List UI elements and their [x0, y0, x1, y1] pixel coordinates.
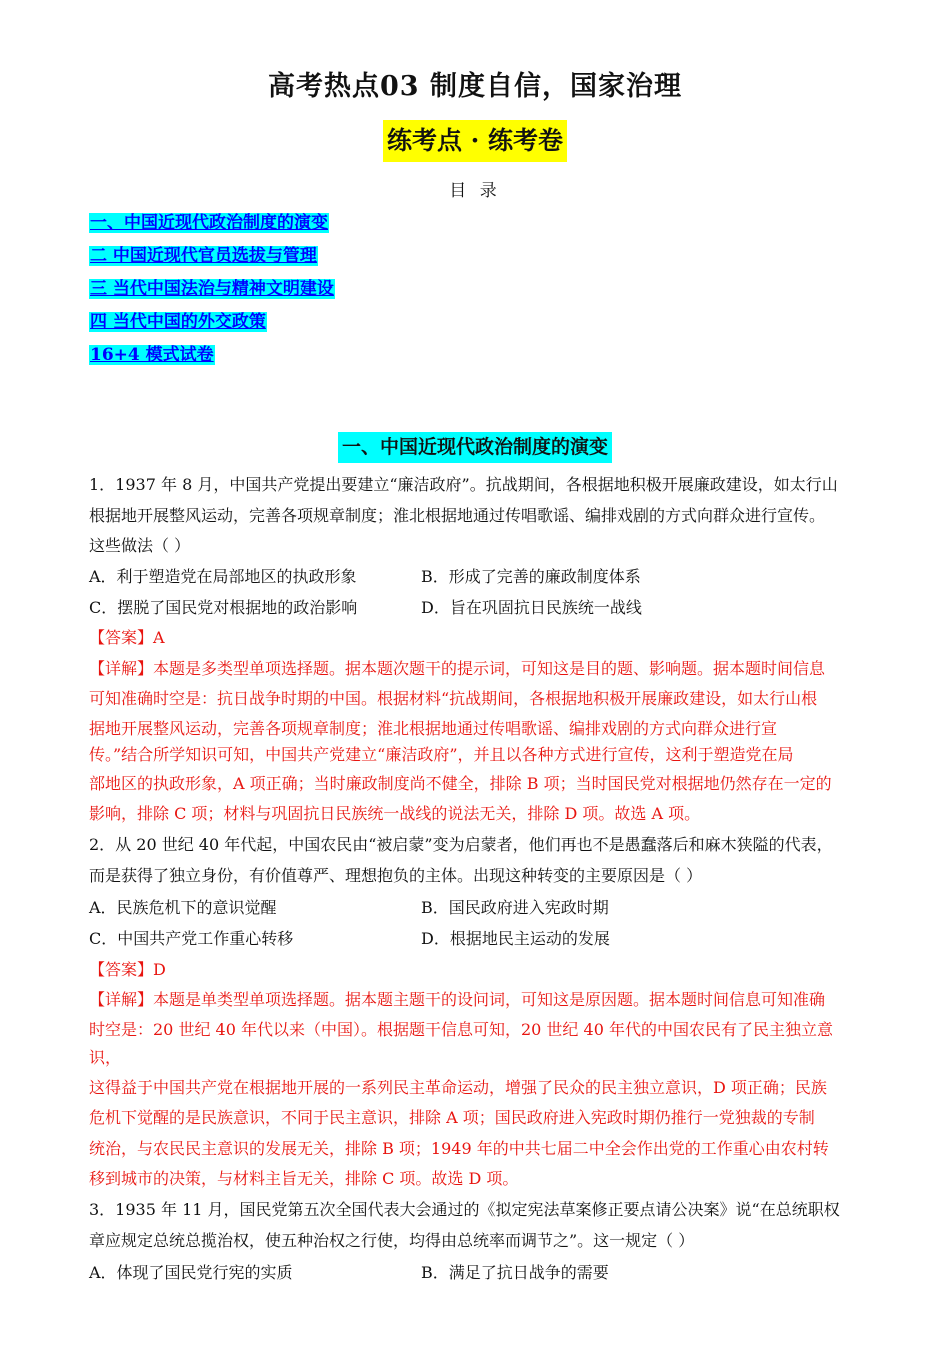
q1-explain-line: 影响，排除 C 项；材料与巩固抗日民族统一战线的说法无关，排除 D 项。故选 A 项。 — [89, 804, 701, 823]
q1-stem-line: 这些做法（ ） — [89, 536, 191, 555]
doc-subtitle: 练考点 · 练考卷 — [383, 120, 567, 162]
q1-option-b: B．形成了完善的廉政制度体系 — [421, 567, 641, 586]
q2-option-a: A．民族危机下的意识觉醒 — [89, 898, 277, 917]
q2-stem-line: 2．从 20 世纪 40 年代起，中国农民由“被启蒙”变为启蒙者，他们再也不是愚蠢落后和麻木狭隘的代表， — [89, 835, 833, 854]
toc-title: 目 录 — [449, 181, 501, 201]
q2-explain-line: 时空是：20 世纪 40 年代以来（中国）。根据题干信息可知，20 世纪 40 年代的中国农民有了民主独立意 — [89, 1020, 833, 1039]
q3-stem-line: 3．1935 年 11 月，国民党第五次全国代表大会通过的《拟定宪法草案修正要点请公决案》说“在总统职权 — [89, 1200, 840, 1219]
q2-option-d: D．根据地民主运动的发展 — [421, 929, 610, 948]
section-heading: 一、中国近现代政治制度的演变 — [338, 432, 612, 463]
q1-explain-line: 部地区的执政形象，A 项正确；当时廉政制度尚不健全，排除 B 项；当时国民党对根据地仍然存在一定的 — [89, 774, 832, 793]
q3-stem-line: 章应规定总统总揽治权，使五种治权之行使，均得由总统率而调节之”。这一规定（ ） — [89, 1231, 695, 1250]
q1-answer: 【答案】A — [89, 628, 165, 647]
table-of-contents — [89, 209, 335, 374]
toc-link-4[interactable]: 四 当代中国的外交政策 — [90, 312, 266, 332]
doc-title: 高考热点03 制度自信，国家治理 — [268, 71, 682, 102]
q2-option-b: B．国民政府进入宪政时期 — [421, 898, 609, 917]
q1-stem-line: 根据地开展整风运动，完善各项规章制度；淮北根据地通过传唱歌谣、编排戏剧的方式向群众进行宣传。 — [89, 506, 826, 525]
q2-explain-line: 识， — [89, 1048, 122, 1067]
q2-explain-line: 这得益于中国共产党在根据地开展的一系列民主革命运动，增强了民众的民主独立意识，D 项正确；民族 — [89, 1078, 827, 1097]
toc-link-3[interactable]: 三 当代中国法治与精神文明建设 — [90, 279, 334, 299]
q1-option-c: C．摆脱了国民党对根据地的政治影响 — [89, 598, 358, 617]
toc-link-2[interactable]: 二 中国近现代官员选拔与管理 — [90, 246, 317, 266]
q2-explain-line: 移到城市的决策，与材料主旨无关，排除 C 项。故选 D 项。 — [89, 1169, 519, 1188]
q1-explain-line: 据地开展整风运动，完善各项规章制度；淮北根据地通过传唱歌谣、编排戏剧的方式向群众进行宣 — [89, 719, 778, 738]
q3-option-b: B．满足了抗日战争的需要 — [421, 1263, 609, 1282]
toc-link-1[interactable]: 一、中国近现代政治制度的演变 — [90, 213, 328, 233]
q2-answer: 【答案】D — [89, 960, 166, 979]
q2-option-c: C．中国共产党工作重心转移 — [89, 929, 294, 948]
q2-explain-line: 危机下觉醒的是民族意识，不同于民主意识，排除 A 项；国民政府进入宪政时期仍推行一党独裁的专制 — [89, 1108, 815, 1127]
q1-explain-line: 传。”结合所学知识可知，中国共产党建立“廉洁政府”，并且以各种方式进行宣传，这利于塑造党在局 — [89, 745, 794, 764]
q1-explain-line: 【详解】本题是多类型单项选择题。据本题次题干的提示词，可知这是目的题、影响题。据本题时间信息 — [89, 659, 826, 678]
toc-link-5[interactable]: 16+4 模式试卷 — [90, 345, 214, 365]
q1-stem-line: 1．1937 年 8 月，中国共产党提出要建立“廉洁政府”。抗战期间，各根据地积极开展廉政建设，如太行山 — [89, 475, 838, 494]
q1-option-a: A．利于塑造党在局部地区的执政形象 — [89, 567, 357, 586]
q3-option-a: A．体现了国民党行宪的实质 — [89, 1263, 293, 1282]
q2-explain-line: 统治，与农民民主意识的发展无关，排除 B 项；1949 年的中共七届二中全会作出党的工作重心由农村转 — [89, 1139, 829, 1158]
q2-stem-line: 而是获得了独立身份，有价值尊严、理想抱负的主体。出现这种转变的主要原因是（ ） — [89, 866, 703, 885]
q1-explain-line: 可知准确时空是：抗日战争时期的中国。根据材料“抗战期间，各根据地积极开展廉政建设，如太行山根 — [89, 689, 818, 708]
q2-explain-line: 【详解】本题是单类型单项选择题。据本题主题干的设问词，可知这是原因题。据本题时间信息可知准确 — [89, 990, 826, 1009]
q1-option-d: D．旨在巩固抗日民族统一战线 — [421, 598, 642, 617]
